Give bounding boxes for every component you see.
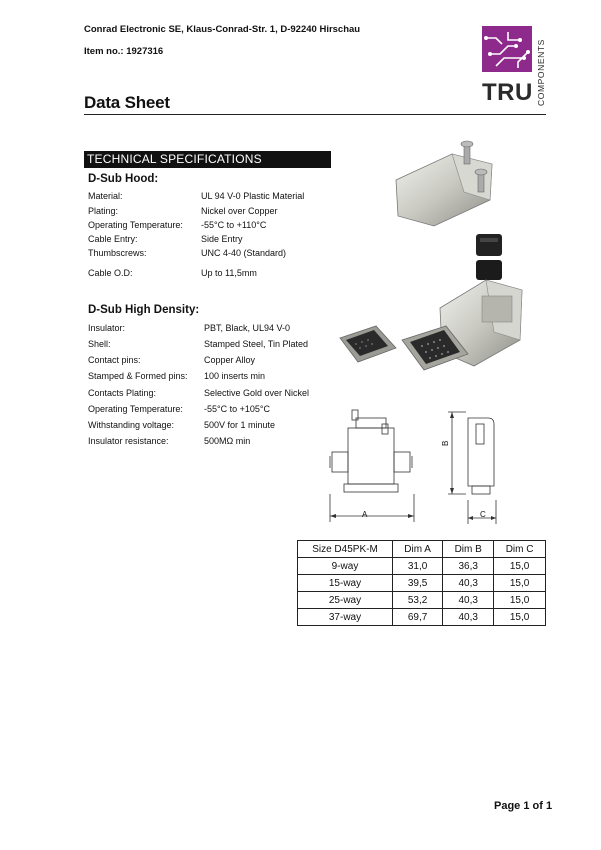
table-cell: 31,0 — [393, 558, 443, 575]
hd-insulator-label: Insulator: — [88, 323, 126, 333]
hd-contact-pins-value: Copper Alloy — [204, 355, 256, 365]
dim-b-label: B — [441, 440, 450, 446]
hood-material-value: UL 94 V-0 Plastic Material — [201, 191, 305, 201]
hood-thumbscrews-value: UNC 4-40 (Standard) — [201, 248, 287, 258]
hd-voltage-value: 500V for 1 minute — [204, 420, 276, 430]
table-cell: 25-way — [298, 592, 393, 609]
hd-shell-value: Stamped Steel, Tin Plated — [204, 339, 309, 349]
hood-plating-label: Plating: — [88, 206, 119, 216]
hood-cable-od-value: Up to 11,5mm — [201, 268, 257, 278]
item-number: Item no.: 1927316 — [84, 46, 164, 57]
table-cell: 15,0 — [494, 575, 546, 592]
table-cell: 40,3 — [443, 609, 494, 626]
table-cell: 69,7 — [393, 609, 443, 626]
hd-section-title: D-Sub High Density: — [88, 304, 200, 316]
dimensions-table — [297, 540, 546, 626]
hd-shell-label: Shell: — [88, 339, 111, 349]
connector-product-image — [336, 318, 472, 390]
hd-temp-value: -55°C to +105°C — [204, 404, 270, 414]
table-row — [298, 558, 546, 575]
table-cell: 53,2 — [393, 592, 443, 609]
table-row — [298, 575, 546, 592]
hd-voltage-label: Withstanding voltage: — [88, 420, 175, 430]
tru-components-logo — [480, 24, 546, 106]
hood-temp-label: Operating Temperature: — [88, 220, 183, 230]
side-view-drawing — [438, 408, 504, 526]
company-address: Conrad Electronic SE, Klaus-Conrad-Str. 1, D-92240 Hirschau — [84, 24, 361, 35]
hd-contacts-plating-value: Selective Gold over Nickel — [204, 388, 310, 398]
table-cell: 15,0 — [494, 609, 546, 626]
table-cell: 40,3 — [443, 592, 494, 609]
hood-plating-value: Nickel over Copper — [201, 206, 278, 216]
hood-cable-entry-value: Side Entry — [201, 234, 243, 244]
page-number: Page 1 of 1 — [494, 800, 553, 812]
hd-formed-pins-label: Stamped & Formed pins: — [88, 371, 188, 381]
page-title: Data Sheet — [84, 93, 170, 112]
table-header-cell: Dim A — [393, 541, 443, 558]
hood-cable-entry-label: Cable Entry: — [88, 234, 138, 244]
table-row — [298, 609, 546, 626]
table-cell: 36,3 — [443, 558, 494, 575]
table-cell: 15-way — [298, 575, 393, 592]
table-cell: 37-way — [298, 609, 393, 626]
table-header-cell: Dim B — [443, 541, 494, 558]
hd-contact-pins-label: Contact pins: — [88, 355, 141, 365]
logo-brand-text: TRU — [482, 79, 533, 106]
front-view-drawing — [322, 406, 422, 526]
hood-temp-value: -55°C to +110°C — [201, 220, 267, 230]
table-cell: 9-way — [298, 558, 393, 575]
hd-resistance-value: 500MΩ min — [204, 436, 251, 446]
hood-thumbscrews-label: Thumbscrews: — [88, 248, 147, 258]
hd-contacts-plating-label: Contacts Plating: — [88, 388, 157, 398]
section-banner: TECHNICAL SPECIFICATIONS — [84, 151, 331, 168]
dim-a-label: A — [362, 510, 368, 519]
hd-temp-label: Operating Temperature: — [88, 404, 183, 414]
hood-material-label: Material: — [88, 191, 123, 201]
dim-c-label: C — [480, 510, 486, 519]
header-divider — [84, 114, 546, 115]
hd-resistance-label: Insulator resistance: — [88, 436, 169, 446]
table-cell: 15,0 — [494, 558, 546, 575]
hood-cable-od-label: Cable O.D: — [88, 268, 133, 278]
table-row — [298, 592, 546, 609]
table-cell: 40,3 — [443, 575, 494, 592]
table-cell: 15,0 — [494, 592, 546, 609]
table-header-cell: Size D45PK-M — [298, 541, 393, 558]
table-header-cell: Dim C — [494, 541, 546, 558]
hood-section-title: D-Sub Hood: — [88, 173, 159, 185]
table-header-row — [298, 541, 546, 558]
hd-formed-pins-value: 100 inserts min — [204, 371, 266, 381]
table-cell: 39,5 — [393, 575, 443, 592]
hd-insulator-value: PBT, Black, UL94 V-0 — [204, 323, 291, 333]
logo-sub-text: COMPONENTS — [536, 39, 546, 106]
